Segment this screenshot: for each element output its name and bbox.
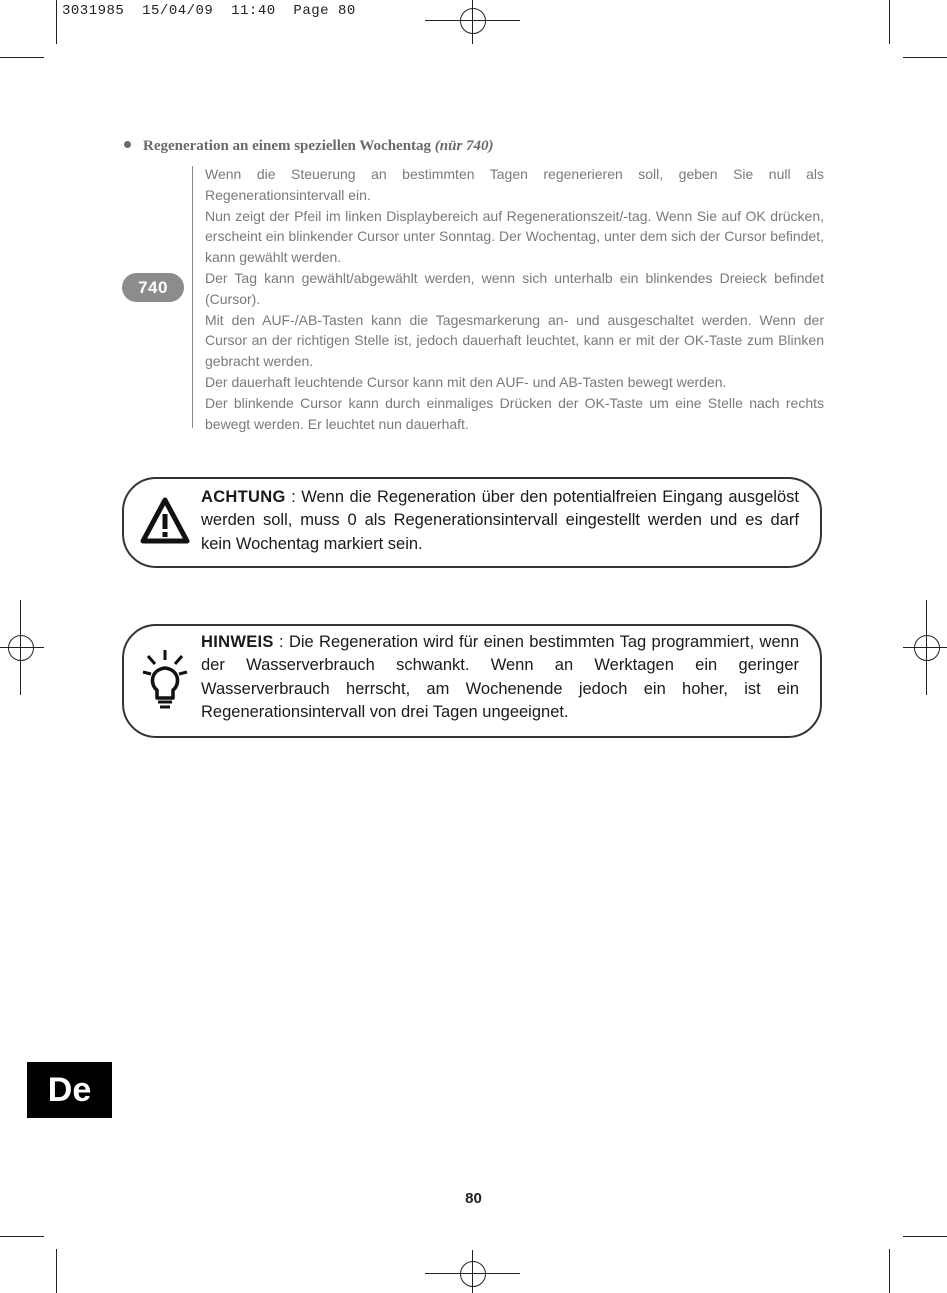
warning-message: Wenn die Regeneration über den potentialfreien Eingang ausgelöst werden soll, muss 0 als Regenerationsintervall eingestellt werden und es darf kein Wochentag markiert sein. bbox=[201, 488, 799, 553]
paragraph: Mit den AUF-/AB-Tasten kann die Tagesmarkerung an- und ausgeschaltet werden. Wenn der Cursor an der richtigen Stelle ist, jedoch dauerhaft leuchtet, kann er mit der OK-Taste zum Blinken gebracht werden. bbox=[205, 311, 824, 370]
warning-label: ACHTUNG bbox=[201, 488, 286, 506]
paragraph: Der Tag kann gewählt/abgewählt werden, wenn sich unterhalb ein blinkendes Dreieck befindet (Cursor). bbox=[205, 269, 824, 307]
paragraph: Der blinkende Cursor kann durch einmaliges Drücken der OK-Taste um eine Stelle nach rechts bewegt werden. Er leuchtet nun dauerhaft. bbox=[205, 394, 824, 432]
section-divider bbox=[192, 166, 193, 428]
section-title bbox=[124, 138, 494, 155]
lightbulb-icon bbox=[142, 648, 188, 712]
section-body bbox=[205, 164, 824, 434]
hint-message: Die Regeneration wird für einen bestimmten Tag programmiert, wenn der Wasserverbrauch schwankt. Wenn an Werktagen ein geringer Wasserverbrauch herrscht, am Wochenende jedoch ein hoher, ist ein Regenerationsintervall von drei Tagen ungeeignet. bbox=[201, 633, 799, 721]
paragraph: Nun zeigt der Pfeil im linken Displaybereich auf Regenerationszeit/-tag. Wenn Sie auf OK drücken, erscheint ein blinkender Cursor unter Sonntag. Der Wochentag, unter dem sich der Cursor befindet, kann gewählt werden. bbox=[205, 207, 824, 266]
warning-text: ACHTUNG : Wenn die Regeneration über den potentialfreien Eingang ausgelöst werden soll, muss 0 als Regenerationsintervall eingestellt werden und es darf kein Wochentag markiert sein. bbox=[201, 488, 799, 553]
bullet-icon bbox=[124, 141, 131, 148]
model-note: (nür 740) bbox=[434, 138, 494, 154]
hint-label: HINWEIS bbox=[201, 633, 274, 651]
paragraph: Wenn die Steuerung an bestimmten Tagen regenerieren soll, geben Sie null als Regenerationsintervall ein. bbox=[205, 166, 824, 203]
warning-triangle-icon bbox=[140, 497, 190, 545]
print-header: 3031985 15/04/09 11:40 Page 80 bbox=[62, 3, 356, 19]
paragraph: Der dauerhaft leuchtende Cursor kann mit den AUF- und AB-Tasten bewegt werden. bbox=[205, 373, 727, 390]
hint-box bbox=[122, 624, 822, 738]
warning-box bbox=[122, 477, 822, 568]
section-title-text: Regeneration an einem speziellen Wochentag bbox=[143, 138, 432, 154]
page-number: 80 bbox=[465, 1190, 482, 1207]
hint-text: HINWEIS : Die Regeneration wird für einen bestimmten Tag programmiert, wenn der Wasserverbrauch schwankt. Wenn an Werktagen ein geringer Wasserverbrauch herrscht, am Wochenende jedoch ein hoher, ist ein Regenerationsintervall von drei Tagen ungeeignet. bbox=[201, 633, 799, 721]
model-badge: 740 bbox=[122, 273, 184, 302]
language-tab: De bbox=[27, 1062, 112, 1118]
